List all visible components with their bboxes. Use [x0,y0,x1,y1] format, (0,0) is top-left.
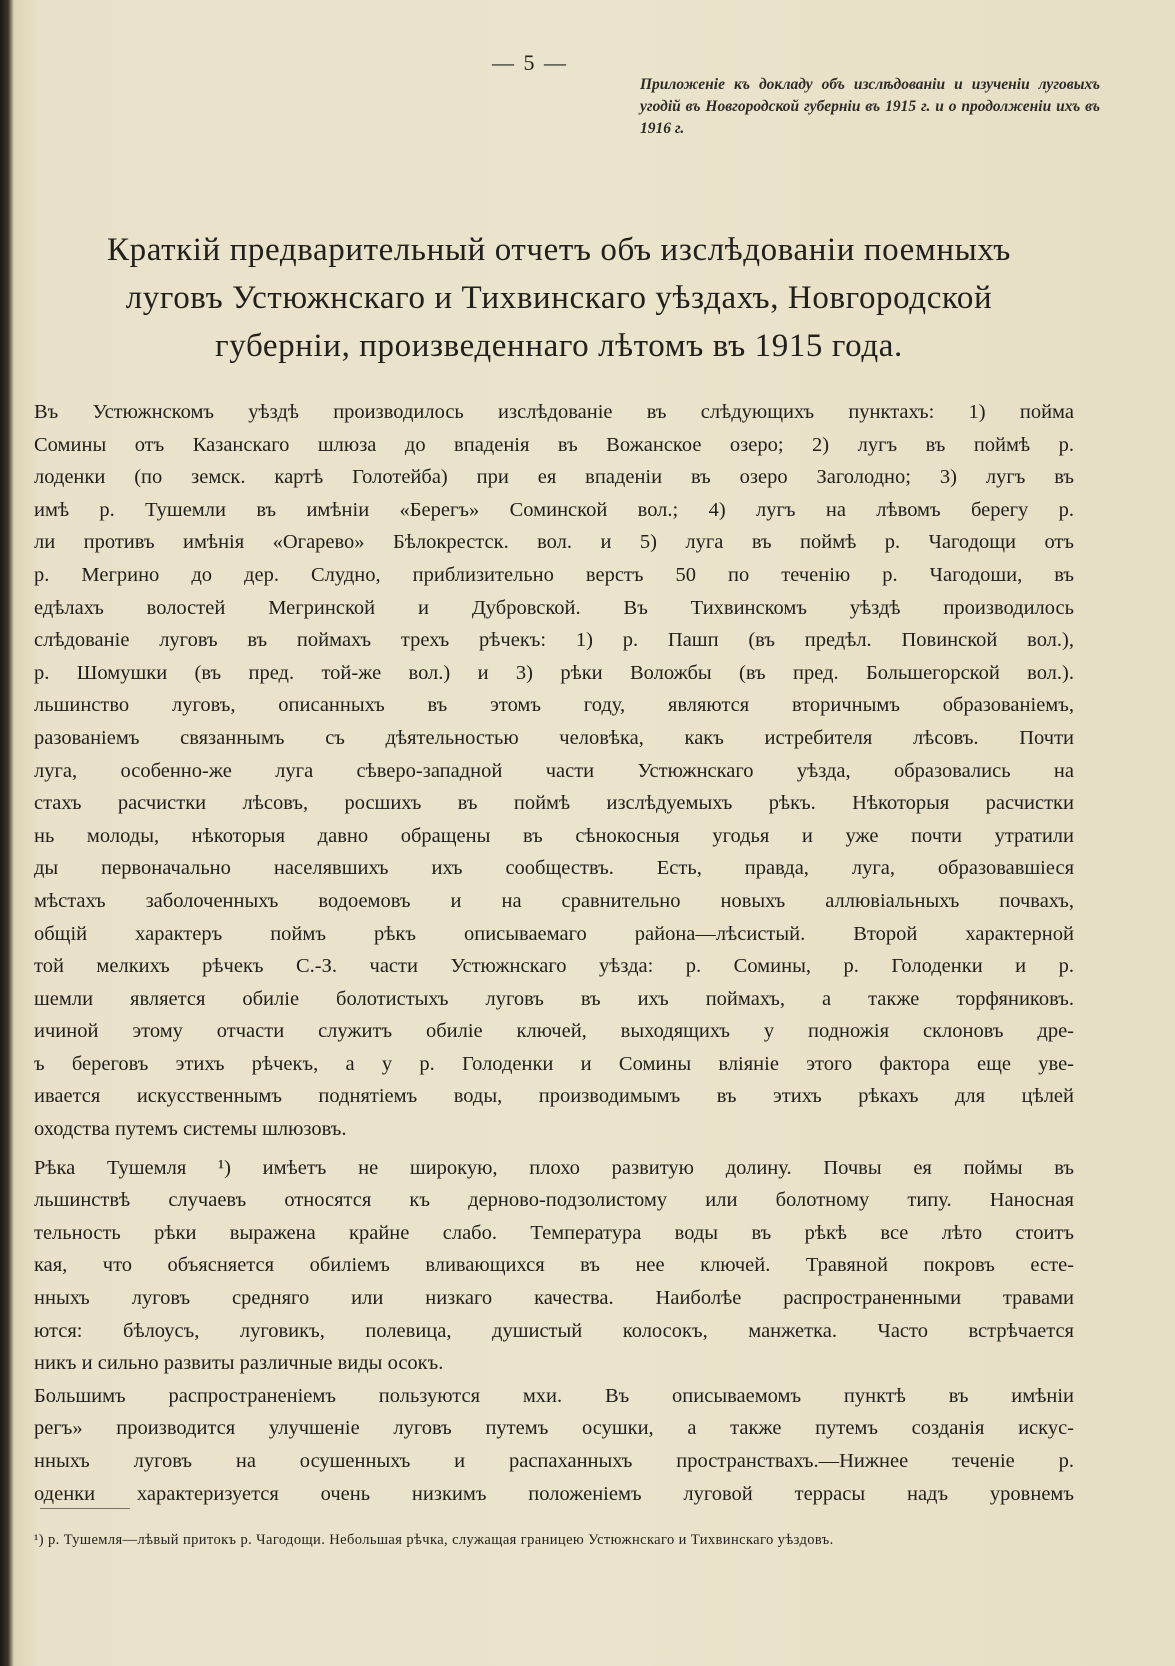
text-line: оденки характеризуется очень низкимъ положеніемъ луговой террасы надъ уровнемъ [34,1482,1074,1505]
text-line: шемли является обиліе болотистыхъ луговъ въ ихъ поймахъ, а также торфяниковъ. [34,987,1074,1010]
text-line: ды первоначально населявшихъ ихъ сообществъ. Есть, правда, луга, образовавшіеся [34,857,1074,880]
text-line: Въ Устюжнскомъ уѣздѣ производилось изслѣдованіе въ слѣдующихъ пунктахъ: 1) пойма [34,401,1074,423]
appendix-note: Приложеніе къ докладу объ изслѣдованіи и изученіи луговыхъ угодій въ Новгородской губерніи въ 1915 г. и о продолженіи ихъ въ 1916 г. [640,76,1100,137]
text-line: р. Мегрино до дер. Слудно, приблизительно верстъ 50 по теченію р. Чагодоши, въ [34,563,1074,586]
footnote: ¹) р. Тушемля—лѣвый притокъ р. Чагодощи. Небольшая рѣчка, служащая границею Устюжнскаго и Тихвинскаго уѣздовъ. [34,1532,834,1548]
text-line: ли противъ имѣнія «Огарево» Бѣлокрестск. вол. и 5) луга въ поймѣ р. Чагодощи отъ [34,531,1074,554]
text-line: регъ» производится улучшеніе луговъ путемъ осушки, а также путемъ созданія искус- [34,1417,1074,1440]
text-line: никъ и сильно развиты различные виды осокъ. [34,1352,444,1375]
text-line: кая, что объясняется обиліемъ вливающихся въ нее ключей. Травяной покровъ есте- [34,1254,1074,1277]
paragraph-2 [34,1152,1074,1380]
text-line: оходства путемъ системы шлюзовъ. [34,1118,347,1141]
text-line: общій характеръ поймъ рѣкъ описываемаго района—лѣсистый. Второй характерной [34,922,1074,945]
text-line: Большимъ распространеніемъ пользуются мхи. Въ описываемомъ пунктѣ въ имѣніи [34,1384,1074,1407]
title-line: губерніи, произведеннаго лѣтомъ въ 1915 года. [215,328,903,364]
text-line: разованіемъ связаннымъ съ дѣятельностью человѣка, какъ истребителя лѣсовъ. Почти [34,726,1074,749]
text-line: нныхъ луговъ средняго или низкаго качества. Наиболѣе распространенными травами [34,1287,1074,1310]
paragraph-3 [34,1380,1074,1510]
title-line: Краткій предварительный отчетъ объ изслѣдованіи поемныхъ [107,232,1011,268]
text-line: льшинствѣ случаевъ относятся къ дерново-подзолистому или болотному типу. Наносная [34,1189,1074,1212]
text-line: нныхъ луговъ на осушенныхъ и распаханныхъ пространствахъ.—Нижнее теченіе р. [34,1450,1074,1472]
text-line: той мелкихъ рѣчекъ С.-З. части Устюжнскаго уѣзда: р. Сомины, р. Голоденки и р. [34,955,1074,978]
book-spine-shadow [0,0,14,1666]
title-line: луговъ Устюжнскаго и Тихвинскаго уѣздахъ, Новгородской [125,280,993,316]
paragraph-1 [34,396,1074,1146]
text-line: едѣлахъ волостей Мегринской и Дубровской. Въ Тихвинскомъ уѣздѣ производилось [34,596,1074,619]
text-line: тельность рѣки выражена крайне слабо. Температура воды въ рѣкѣ все лѣто стоитъ [34,1221,1074,1244]
footnote-divider [40,1508,130,1509]
text-line: Сомины отъ Казанскаго шлюза до впаденія въ Вожанское озеро; 2) лугъ въ поймѣ р. [34,433,1074,456]
text-line: мѣстахъ заболоченныхъ водоемовъ и на сравнительно новыхъ аллювіальныхъ почвахъ, [34,889,1074,912]
text-line: Рѣка Тушемля ¹) имѣетъ не широкую, плохо развитую долину. Почвы ея поймы въ [34,1156,1074,1179]
report-title [34,226,1084,370]
text-line: ичиной этому отчасти служитъ обиліе ключей, выходящихъ у подножія склоновъ дре- [34,1020,1074,1043]
report-body [34,396,1074,1510]
text-line: льшинство луговъ, описанныхъ въ этомъ году, являются вторичнымъ образованіемъ, [34,694,1074,717]
text-line: слѣдованіе луговъ въ поймахъ трехъ рѣчекъ: 1) р. Пашп (въ предѣл. Повинской вол.), [34,629,1074,652]
text-line: имѣ р. Тушемли въ имѣніи «Берегъ» Соминской вол.; 4) лугъ на лѣвомъ берегу р. [34,498,1074,521]
text-line: ъ береговъ этихъ рѣчекъ, а у р. Голоденки и Сомины вліяніе этого фактора еще уве- [34,1052,1074,1075]
text-line: ются: бѣлоусъ, луговикъ, полевица, душистый колосокъ, манжетка. Часто встрѣчается [34,1319,1074,1342]
page-number: — 5 — [492,50,568,75]
text-line: луга, особенно-же луга сѣверо-западной части Устюжнскаго уѣзда, образовались на [34,759,1074,782]
text-line: стахъ расчистки лѣсовъ, росшихъ въ поймѣ изслѣдуемыхъ рѣкъ. Нѣкоторыя расчистки [34,792,1074,815]
text-line: лоденки (по земск. картѣ Голотейба) при ея впаденіи въ озеро Заголодно; 3) лугъ въ [34,466,1074,489]
text-line: нь молоды, нѣкоторыя давно обращены въ сѣнокосныя угодья и уже почти утратили [34,824,1074,847]
text-line: р. Шомушки (въ пред. той-же вол.) и 3) рѣки Воложбы (въ пред. Большегорской вол.). [34,661,1074,684]
text-line: ивается искусственнымъ поднятіемъ воды, производимымъ въ этихъ рѣкахъ для цѣлей [34,1085,1074,1108]
